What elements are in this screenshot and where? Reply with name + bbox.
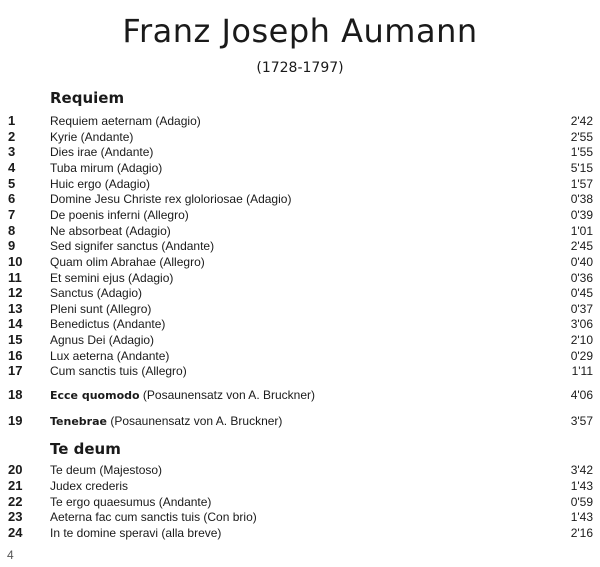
- track-duration: 1'55: [570, 145, 593, 160]
- track-row: [0, 316, 600, 332]
- track-duration: 5'15: [570, 160, 593, 175]
- track-row: [0, 462, 600, 478]
- track-duration: 0'29: [570, 348, 593, 363]
- track-title: Quam olim Abrahae (Allegro): [50, 254, 205, 269]
- track-title: Domine Jesu Christe rex gloloriosae (Adagio): [50, 192, 292, 207]
- track-row: [0, 363, 600, 379]
- track-title-note: (Posaunensatz von A. Bruckner): [110, 414, 283, 428]
- track-number: 3: [8, 144, 16, 160]
- track-duration: 0'59: [570, 494, 593, 509]
- track-number: 16: [8, 347, 23, 363]
- track-number: 23: [8, 509, 23, 525]
- track-duration: 2'10: [570, 333, 593, 348]
- track-number: 8: [8, 222, 16, 238]
- track-title: De poenis inferni (Allegro): [50, 207, 189, 222]
- track-title: [50, 413, 282, 430]
- composer-dates: (1728-1797): [256, 60, 344, 76]
- track-title: Benedictus (Andante): [50, 317, 166, 332]
- track-number: 7: [8, 206, 16, 222]
- track-duration: 3'06: [570, 317, 593, 332]
- page-number: 4: [7, 548, 14, 562]
- track-row: [0, 254, 600, 270]
- track-number: 5: [8, 175, 16, 191]
- track-number: 10: [8, 253, 23, 269]
- track-duration: 2'16: [570, 526, 593, 541]
- track-number: 19: [8, 413, 23, 428]
- track-number: 14: [8, 316, 23, 332]
- track-title: Huic ergo (Adagio): [50, 176, 151, 191]
- track-duration: 0'40: [570, 254, 593, 269]
- track-title: Dies irae (Andante): [50, 145, 154, 160]
- track-row: [0, 144, 600, 160]
- track-row: [0, 478, 600, 494]
- track-title: Judex crederis: [50, 478, 129, 493]
- track-number: 12: [8, 285, 23, 301]
- section-heading-requiem: Requiem: [50, 89, 125, 107]
- track-duration: 1'11: [571, 364, 593, 379]
- track-title: Lux aeterna (Andante): [50, 348, 170, 363]
- track-number: 24: [8, 525, 23, 541]
- track-title: Sed signifer sanctus (Andante): [50, 239, 215, 254]
- track-row: [0, 176, 600, 192]
- track-duration: 3'57: [570, 414, 593, 428]
- track-title-bold: Tenebrae: [50, 415, 107, 428]
- track-duration: 2'42: [570, 114, 593, 128]
- section-heading-te-deum: Te deum: [50, 440, 121, 458]
- track-row: [0, 113, 600, 129]
- track-duration: 1'43: [570, 478, 593, 493]
- track-row: [0, 494, 600, 510]
- track-number: 22: [8, 493, 23, 509]
- track-title: Te ergo quaesumus (Andante): [50, 494, 212, 509]
- track-title: Tuba mirum (Adagio): [50, 160, 163, 175]
- track-title-bold: Ecce quomodo: [50, 389, 140, 402]
- track-number: 17: [8, 363, 23, 379]
- track-row: [0, 160, 600, 176]
- track-title: Agnus Dei (Adagio): [50, 333, 155, 348]
- track-row: [0, 285, 600, 301]
- track-duration: 0'38: [570, 192, 593, 207]
- track-number: 18: [8, 387, 23, 402]
- track-number: 21: [8, 477, 23, 493]
- track-number: 20: [8, 462, 23, 477]
- track-duration: 2'45: [570, 239, 593, 254]
- track-number: 11: [8, 269, 22, 285]
- track-duration: 3'42: [570, 463, 593, 477]
- track-number: 4: [8, 159, 16, 175]
- track-row: [0, 207, 600, 223]
- track-number: 6: [8, 191, 16, 207]
- track-duration: 0'37: [570, 301, 593, 316]
- track-title: [50, 387, 315, 404]
- track-title: Aeterna fac cum sanctis tuis (Con brio): [50, 510, 257, 525]
- track-row: [0, 413, 600, 429]
- track-duration: 2'55: [570, 129, 593, 144]
- track-row: [0, 348, 600, 364]
- track-title: In te domine speravi (alla breve): [50, 526, 222, 541]
- track-row: [0, 332, 600, 348]
- track-duration: 1'01: [570, 223, 593, 238]
- track-title: Pleni sunt (Allegro): [50, 301, 152, 316]
- track-title: Ne absorbeat (Adagio): [50, 223, 171, 238]
- track-row: [0, 301, 600, 317]
- track-number: 2: [8, 128, 16, 144]
- track-row: [0, 270, 600, 286]
- track-duration: 1'57: [570, 176, 593, 191]
- track-title-note: (Posaunensatz von A. Bruckner): [142, 388, 315, 402]
- track-title: Et semini ejus (Adagio): [50, 270, 174, 285]
- track-number: 15: [8, 332, 23, 348]
- track-title: Requiem aeternam (Adagio): [50, 114, 201, 128]
- track-title: Te deum (Majestoso): [50, 463, 163, 477]
- track-duration: 1'43: [570, 510, 593, 525]
- track-row: [0, 525, 600, 541]
- track-title: Cum sanctis tuis (Allegro): [50, 364, 187, 379]
- track-duration: 0'39: [570, 207, 593, 222]
- track-row: [0, 223, 600, 239]
- track-title: Kyrie (Andante): [50, 129, 134, 144]
- track-title: Sanctus (Adagio): [50, 286, 143, 301]
- track-number: 13: [8, 300, 23, 316]
- track-duration: 0'36: [570, 270, 593, 285]
- track-number: 1: [8, 113, 16, 128]
- track-row: [0, 387, 600, 403]
- track-row: [0, 129, 600, 145]
- track-row: [0, 191, 600, 207]
- track-row: [0, 238, 600, 254]
- track-row: [0, 509, 600, 525]
- track-duration: 4'06: [570, 388, 593, 402]
- composer-title: Franz Joseph Aumann: [122, 12, 478, 50]
- track-duration: 0'45: [570, 286, 593, 301]
- track-number: 9: [8, 238, 16, 254]
